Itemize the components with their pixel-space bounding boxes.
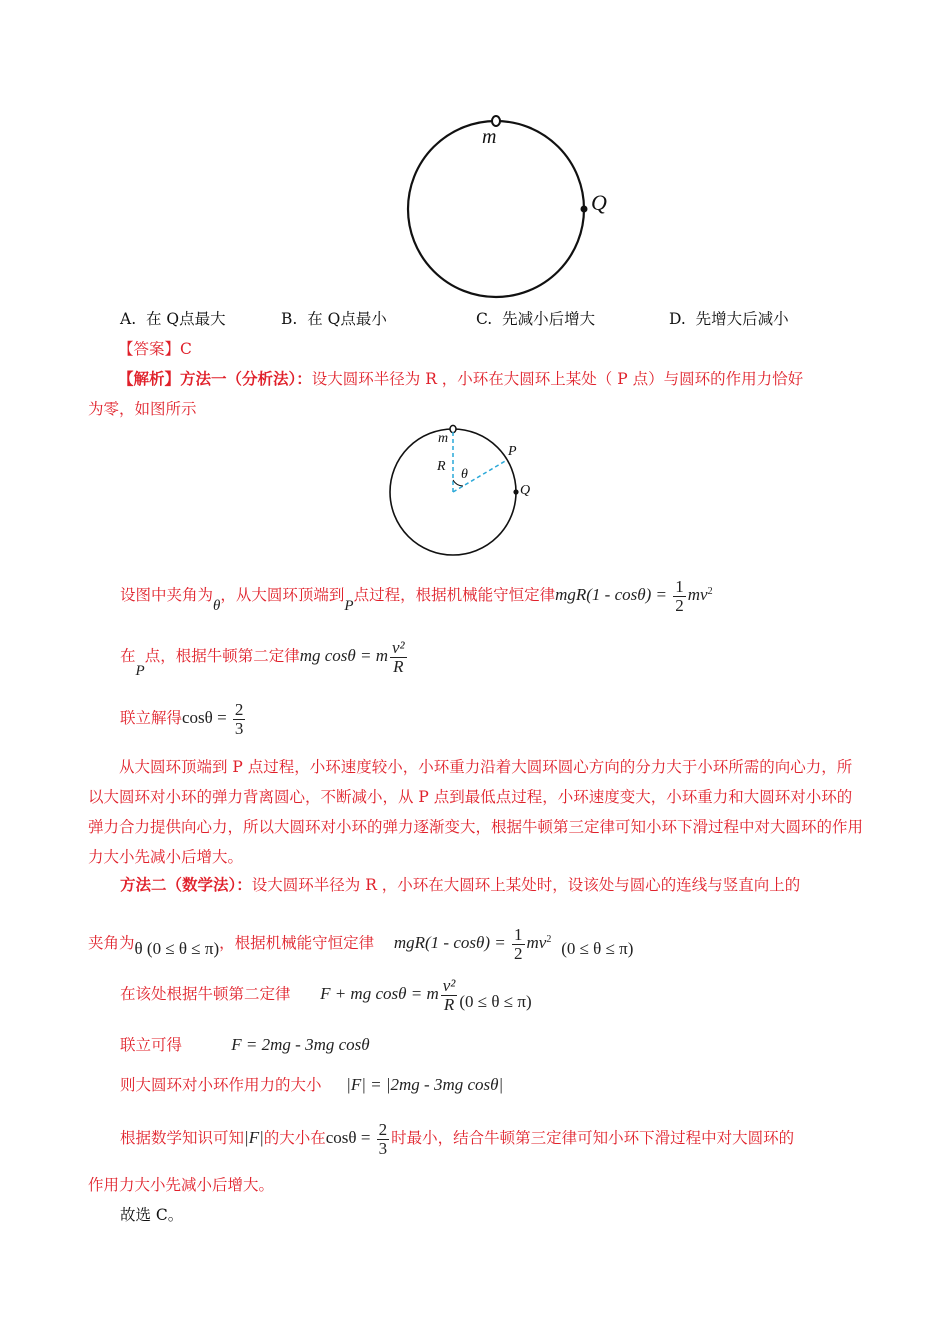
figure-ring-1 <box>400 108 630 303</box>
step3-text: 联立解得 <box>120 709 183 727</box>
step1-theta: θ <box>213 598 221 615</box>
figure-ring-2 <box>382 422 552 562</box>
step2-text: 在 <box>120 647 136 665</box>
option-d[interactable] <box>669 304 789 334</box>
final-choice-text: 故选 C。 <box>120 1206 184 1224</box>
step3-line <box>120 696 247 740</box>
method2-line2-eq-right: mv <box>526 933 547 953</box>
method2-magnitude-line <box>120 1070 503 1100</box>
step1-frac-num: 1 <box>675 576 684 596</box>
method2-conclusion-c: 时最小，结合牛顿第三定律可知小环下滑过程中对大圆环的 <box>391 1129 795 1147</box>
method2-magnitude-text: 则大圆环对小环作用力的大小 <box>120 1076 322 1094</box>
method2-line2-range: (0 ≤ θ ≤ π) <box>561 939 634 959</box>
method2-newton-line <box>120 972 532 1016</box>
explain1-text: 从大圆环顶端到 P 点过程，小环速度较小，小环重力沿着大圆环圆心方向的分力大于小环所需的向心力，所以大圆环对小环的弹力背离圆心，不断减小，从 P 点到最低点过程，小环速度变大，小环重力和大圆环对小环的弹力合力提供向心力，所以大圆环对小环的弹力逐渐变大，根据牛顿第三定律可知小环下滑过程中对大圆环的作用力大小先减小后增大。 <box>88 758 864 866</box>
point-p-label: P <box>508 444 517 459</box>
option-a[interactable] <box>120 304 226 334</box>
step1-sup: 2 <box>707 586 713 597</box>
step1-text: 设图中夹角为 <box>120 586 214 605</box>
step1-frac-den: 2 <box>675 595 684 615</box>
step2-fraction <box>390 639 407 676</box>
step1-end: 点过程，根据机械能守恒定律 <box>353 586 556 605</box>
step2-p: P <box>135 663 145 679</box>
step1-p: P <box>344 598 354 615</box>
analysis-line-1 <box>118 364 803 394</box>
angle-label: θ <box>461 467 468 482</box>
step3-frac-num: 2 <box>234 699 244 719</box>
option-c[interactable] <box>476 304 595 334</box>
step1-line <box>120 570 713 618</box>
answer-value: C <box>180 340 192 358</box>
radius-label: R <box>437 459 446 474</box>
step3-fraction <box>233 701 246 738</box>
method2-conclusion-eq: cosθ = <box>325 1128 375 1147</box>
method2-conclusion-b: 的大小在 <box>263 1129 326 1147</box>
answer-line <box>118 334 192 364</box>
method2-newton-frac-den: R <box>443 994 455 1014</box>
method2-combine-line <box>120 1030 370 1060</box>
method1-intro-line2: 为零，如图所示 <box>88 400 197 418</box>
method2-line2 <box>88 918 633 965</box>
method2-conclusion-line <box>120 1116 794 1160</box>
method1-title: 方法一（分析法）： <box>180 369 312 388</box>
method2-intro-line <box>120 870 800 900</box>
method2-conclusion-frac-den: 3 <box>378 1138 388 1158</box>
option-b-text: 在 Q点最小 <box>307 310 387 328</box>
method2-conclusion-absf: |F| <box>244 1128 264 1147</box>
method2-newton-frac-num: v² <box>442 975 456 995</box>
method2-conclusion-line2-text: 作用力大小先减小后增大。 <box>88 1176 275 1194</box>
step3-equation-left: cosθ = <box>182 708 231 727</box>
option-a-text: 在 Q点最大 <box>145 310 226 328</box>
step2-frac-den: R <box>393 656 404 676</box>
step1-equation-right: mv <box>687 585 708 605</box>
method2-line2-eq: mgR(1 - cosθ) = <box>393 933 510 953</box>
small-ring-m-2 <box>450 425 456 432</box>
method2-conclusion-frac-num: 2 <box>378 1119 388 1139</box>
small-ring-m <box>492 116 500 126</box>
method2-newton-fraction <box>441 977 458 1014</box>
option-b-letter: B. <box>281 310 298 328</box>
method2-newton-range: (0 ≤ θ ≤ π) <box>459 992 532 1011</box>
analysis-label: 【解析】 <box>118 369 181 388</box>
step1-equation-left: mgR(1 - cosθ) = <box>555 585 672 605</box>
step2-frac-num: v² <box>392 637 405 657</box>
method2-line2-frac-num: 1 <box>514 924 523 944</box>
option-d-text: 先增大后减小 <box>695 310 789 328</box>
point-q-label-2: Q <box>520 483 531 498</box>
final-choice <box>120 1200 183 1230</box>
method2-combine-eq: F = 2mg - 3mg cosθ <box>231 1035 370 1054</box>
method2-conclusion-line2 <box>88 1170 274 1200</box>
option-c-letter: C. <box>476 310 493 328</box>
method2-line2-fraction <box>512 926 525 963</box>
method2-line2-frac-den: 2 <box>514 943 523 963</box>
method2-newton-text: 在该处根据牛顿第二定律 <box>120 985 291 1003</box>
point-q-dot <box>581 206 588 213</box>
method2-line2-text: 夹角为 <box>88 934 135 953</box>
step1-mid: ，从大圆环顶端到 <box>220 586 345 605</box>
point-q-dot-2 <box>513 489 518 494</box>
method2-title: 方法二（数学法）： <box>120 875 252 894</box>
method1-intro-line1: 设大圆环半径为 R ，小环在大圆环上某处（ P 点）与圆环的作用力恰好 <box>311 370 804 388</box>
method2-line2-sup: 2 <box>546 934 552 945</box>
step1-fraction <box>673 578 686 615</box>
method2-intro: 设大圆环半径为 R ，小环在大圆环上某处时，设该处与圆心的连线与竖直向上的 <box>251 876 801 894</box>
step3-frac-den: 3 <box>234 718 244 738</box>
option-b[interactable] <box>281 304 387 334</box>
step2-equation-left: mg cosθ = m <box>299 646 388 665</box>
option-c-text: 先减小后增大 <box>502 310 596 328</box>
method2-line2-mid: ，根据机械能守恒定律 <box>219 934 375 953</box>
mass-label-2: m <box>438 431 449 446</box>
explain1-paragraph <box>88 752 863 872</box>
method2-line2-theta: θ (0 ≤ θ ≤ π) <box>134 939 220 959</box>
method2-combine-text: 联立可得 <box>120 1036 183 1054</box>
method2-conclusion-a: 根据数学知识可知 <box>120 1129 245 1147</box>
step2-line <box>120 634 409 679</box>
point-q-label: Q <box>591 190 607 215</box>
method2-magnitude-eq: |F| = |2mg - 3mg cosθ| <box>346 1075 504 1094</box>
method2-newton-eq: F + mg cosθ = m <box>320 984 439 1003</box>
answer-label: 【答案】 <box>118 340 181 358</box>
method2-conclusion-fraction <box>377 1121 390 1158</box>
option-a-letter: A. <box>120 310 137 328</box>
step2-mid: 点，根据牛顿第二定律 <box>144 647 300 665</box>
option-d-letter: D. <box>669 310 686 328</box>
mass-label: m <box>482 126 497 148</box>
analysis-line-2 <box>88 394 197 424</box>
